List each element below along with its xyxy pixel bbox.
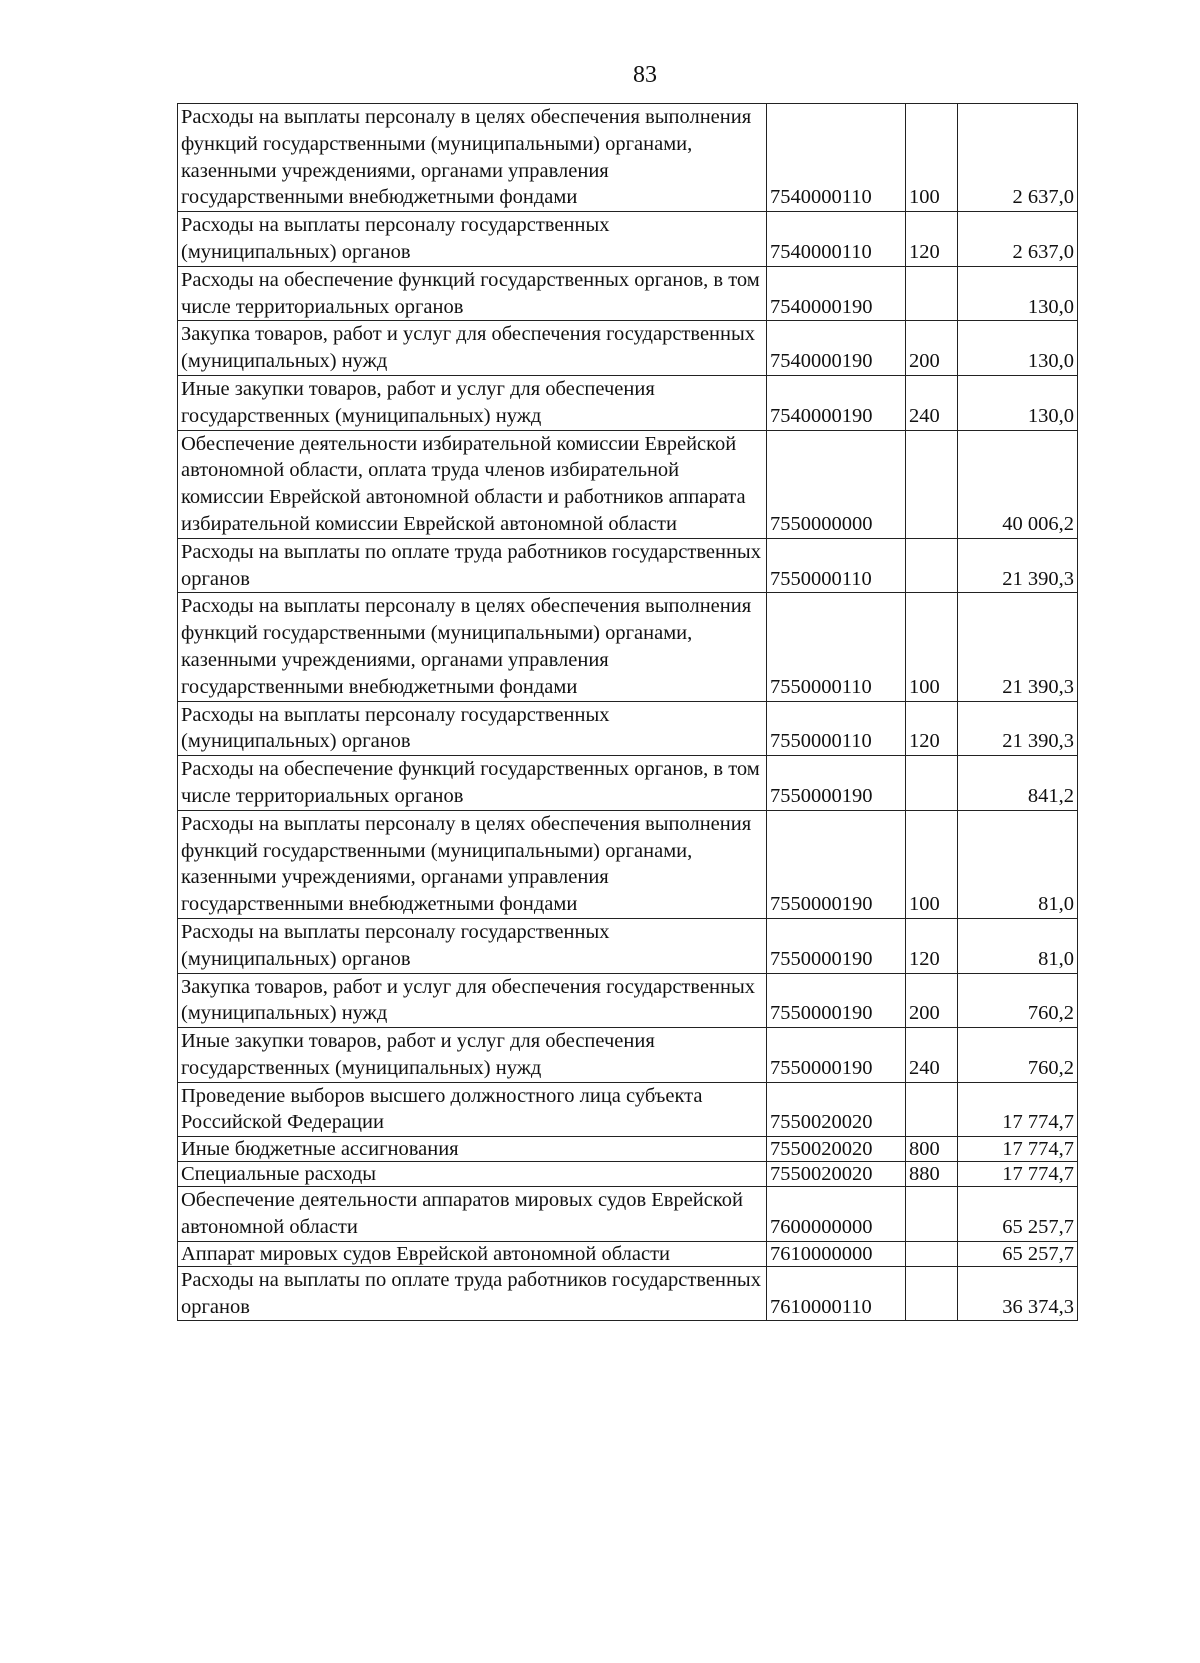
sum-cell: 130,0 bbox=[958, 375, 1078, 430]
sum-cell: 130,0 bbox=[958, 321, 1078, 376]
sum-cell: 21 390,3 bbox=[958, 701, 1078, 756]
csr-cell: 7550020020 bbox=[767, 1162, 906, 1187]
sum-cell: 65 257,7 bbox=[958, 1187, 1078, 1242]
vr-cell bbox=[906, 1082, 958, 1137]
table-row bbox=[178, 1266, 1078, 1321]
name-cell: Расходы на выплаты персоналу в целях обеспечения выполнения функций государственными (муниципальными) органами, казенными учреждениями, органами управления государственными внебюджетными фондами bbox=[178, 593, 767, 701]
csr-cell: 7540000190 bbox=[767, 266, 906, 321]
table-row bbox=[178, 1187, 1078, 1242]
table-row bbox=[178, 1028, 1078, 1083]
table-row bbox=[178, 1241, 1078, 1266]
table-row bbox=[178, 756, 1078, 811]
name-cell: Аппарат мировых судов Еврейской автономной области bbox=[178, 1241, 767, 1266]
vr-cell: 100 bbox=[906, 104, 958, 212]
table-row bbox=[178, 810, 1078, 918]
name-cell: Специальные расходы bbox=[178, 1162, 767, 1187]
sum-cell: 130,0 bbox=[958, 266, 1078, 321]
csr-cell: 7550000190 bbox=[767, 810, 906, 918]
vr-cell: 100 bbox=[906, 810, 958, 918]
table-row bbox=[178, 375, 1078, 430]
table-row bbox=[178, 1082, 1078, 1137]
sum-cell: 21 390,3 bbox=[958, 538, 1078, 593]
table-row bbox=[178, 701, 1078, 756]
sum-cell: 841,2 bbox=[958, 756, 1078, 811]
csr-cell: 7550000190 bbox=[767, 756, 906, 811]
sum-cell: 760,2 bbox=[958, 973, 1078, 1028]
table-row bbox=[178, 212, 1078, 267]
csr-cell: 7540000190 bbox=[767, 375, 906, 430]
sum-cell: 2 637,0 bbox=[958, 212, 1078, 267]
name-cell: Расходы на обеспечение функций государственных органов, в том числе территориальных органов bbox=[178, 266, 767, 321]
csr-cell: 7610000110 bbox=[767, 1266, 906, 1321]
sum-cell: 81,0 bbox=[958, 918, 1078, 973]
csr-cell: 7540000110 bbox=[767, 104, 906, 212]
vr-cell: 880 bbox=[906, 1162, 958, 1187]
table-row bbox=[178, 918, 1078, 973]
name-cell: Иные бюджетные ассигнования bbox=[178, 1137, 767, 1162]
csr-cell: 7550020020 bbox=[767, 1082, 906, 1137]
name-cell: Расходы на выплаты по оплате труда работников государственных органов bbox=[178, 1266, 767, 1321]
sum-cell: 2 637,0 bbox=[958, 104, 1078, 212]
table-row bbox=[178, 593, 1078, 701]
csr-cell: 7550020020 bbox=[767, 1137, 906, 1162]
csr-cell: 7550000110 bbox=[767, 593, 906, 701]
sum-cell: 17 774,7 bbox=[958, 1082, 1078, 1137]
vr-cell bbox=[906, 266, 958, 321]
table-row bbox=[178, 538, 1078, 593]
name-cell: Расходы на выплаты персоналу государственных (муниципальных) органов bbox=[178, 212, 767, 267]
table-row bbox=[178, 104, 1078, 212]
table-row bbox=[178, 1162, 1078, 1187]
table-row bbox=[178, 321, 1078, 376]
sum-cell: 21 390,3 bbox=[958, 593, 1078, 701]
table-row bbox=[178, 973, 1078, 1028]
page-number: 83 bbox=[633, 62, 657, 88]
csr-cell: 7540000190 bbox=[767, 321, 906, 376]
name-cell: Иные закупки товаров, работ и услуг для обеспечения государственных (муниципальных) нужд bbox=[178, 1028, 767, 1083]
csr-cell: 7550000190 bbox=[767, 918, 906, 973]
sum-cell: 65 257,7 bbox=[958, 1241, 1078, 1266]
table-row bbox=[178, 266, 1078, 321]
vr-cell bbox=[906, 756, 958, 811]
name-cell: Иные закупки товаров, работ и услуг для обеспечения государственных (муниципальных) нужд bbox=[178, 375, 767, 430]
table-row bbox=[178, 1137, 1078, 1162]
vr-cell: 100 bbox=[906, 593, 958, 701]
vr-cell: 800 bbox=[906, 1137, 958, 1162]
vr-cell bbox=[906, 538, 958, 593]
vr-cell: 120 bbox=[906, 212, 958, 267]
vr-cell: 200 bbox=[906, 321, 958, 376]
vr-cell bbox=[906, 1266, 958, 1321]
name-cell: Обеспечение деятельности избирательной комиссии Еврейской автономной области, оплата труда членов избирательной комиссии Еврейской автономной области и работников аппарата избирательной комиссии Еврейской автономной области bbox=[178, 430, 767, 538]
name-cell: Обеспечение деятельности аппаратов мировых судов Еврейской автономной области bbox=[178, 1187, 767, 1242]
vr-cell: 240 bbox=[906, 1028, 958, 1083]
sum-cell: 17 774,7 bbox=[958, 1162, 1078, 1187]
csr-cell: 7550000190 bbox=[767, 973, 906, 1028]
sum-cell: 36 374,3 bbox=[958, 1266, 1078, 1321]
name-cell: Расходы на выплаты персоналу государственных (муниципальных) органов bbox=[178, 701, 767, 756]
name-cell: Расходы на выплаты персоналу в целях обеспечения выполнения функций государственными (муниципальными) органами, казенными учреждениями, органами управления государственными внебюджетными фондами bbox=[178, 104, 767, 212]
name-cell: Расходы на обеспечение функций государственных органов, в том числе территориальных органов bbox=[178, 756, 767, 811]
name-cell: Расходы на выплаты персоналу государственных (муниципальных) органов bbox=[178, 918, 767, 973]
vr-cell: 120 bbox=[906, 918, 958, 973]
budget-table bbox=[177, 103, 1078, 1321]
table-row bbox=[178, 430, 1078, 538]
name-cell: Закупка товаров, работ и услуг для обеспечения государственных (муниципальных) нужд bbox=[178, 321, 767, 376]
vr-cell bbox=[906, 1241, 958, 1266]
budget-table-body bbox=[178, 104, 1078, 1321]
sum-cell: 40 006,2 bbox=[958, 430, 1078, 538]
csr-cell: 7550000190 bbox=[767, 1028, 906, 1083]
name-cell: Расходы на выплаты по оплате труда работников государственных органов bbox=[178, 538, 767, 593]
vr-cell: 240 bbox=[906, 375, 958, 430]
name-cell: Закупка товаров, работ и услуг для обеспечения государственных (муниципальных) нужд bbox=[178, 973, 767, 1028]
csr-cell: 7550000110 bbox=[767, 538, 906, 593]
csr-cell: 7600000000 bbox=[767, 1187, 906, 1242]
csr-cell: 7550000000 bbox=[767, 430, 906, 538]
vr-cell: 200 bbox=[906, 973, 958, 1028]
name-cell: Расходы на выплаты персоналу в целях обеспечения выполнения функций государственными (муниципальными) органами, казенными учреждениями, органами управления государственными внебюджетными фондами bbox=[178, 810, 767, 918]
sum-cell: 81,0 bbox=[958, 810, 1078, 918]
name-cell: Проведение выборов высшего должностного лица субъекта Российской Федерации bbox=[178, 1082, 767, 1137]
sum-cell: 760,2 bbox=[958, 1028, 1078, 1083]
sum-cell: 17 774,7 bbox=[958, 1137, 1078, 1162]
vr-cell bbox=[906, 430, 958, 538]
csr-cell: 7550000110 bbox=[767, 701, 906, 756]
vr-cell: 120 bbox=[906, 701, 958, 756]
vr-cell bbox=[906, 1187, 958, 1242]
csr-cell: 7540000110 bbox=[767, 212, 906, 267]
csr-cell: 7610000000 bbox=[767, 1241, 906, 1266]
